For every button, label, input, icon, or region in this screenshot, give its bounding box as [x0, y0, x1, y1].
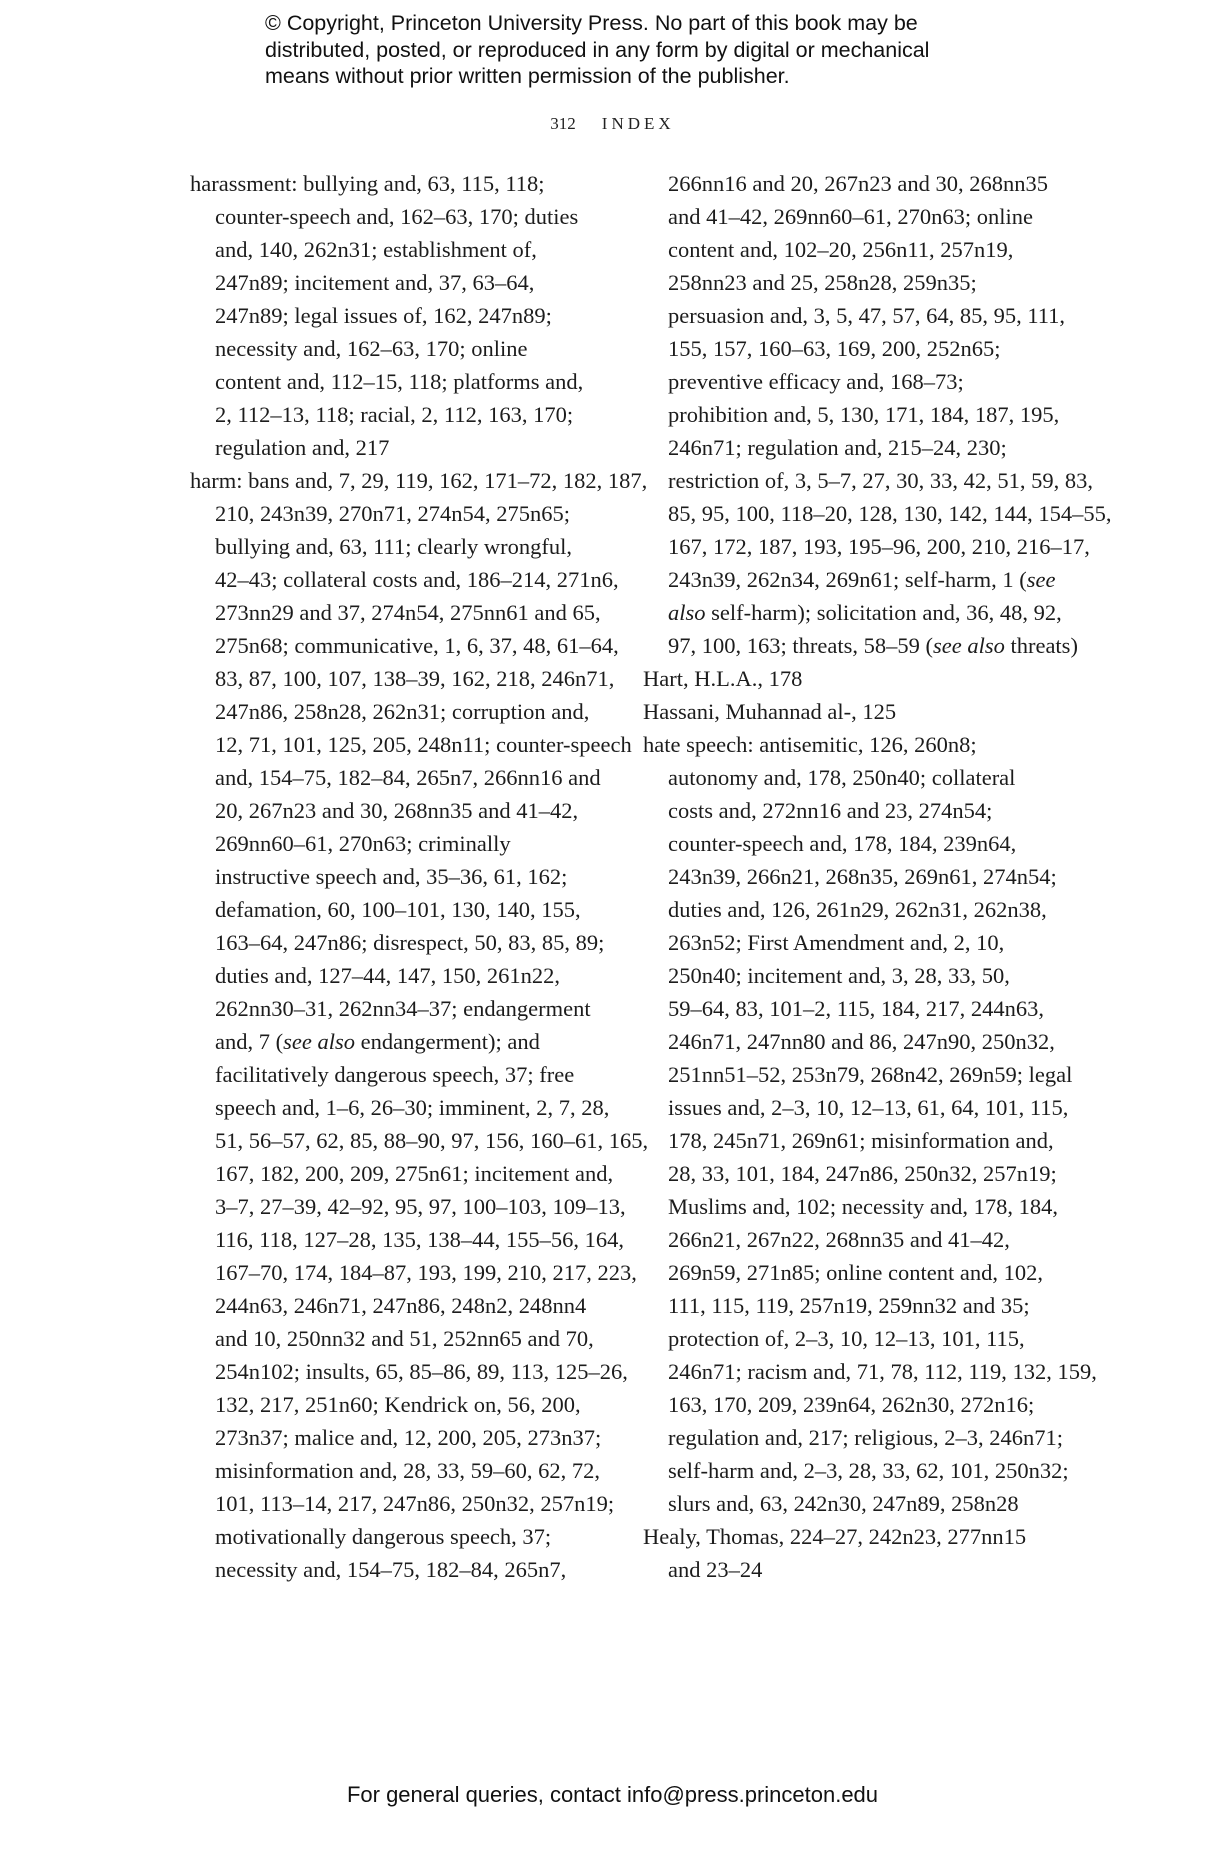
index-entry-continuation: 262nn30–31, 262nn34–37; endangerment [215, 996, 591, 1021]
index-entry-continuation: 51, 56–57, 62, 85, 88–90, 97, 156, 160–61, 165, [215, 1128, 649, 1153]
index-entry-continuation: 243n39, 266n21, 268n35, 269n61, 274n54; [668, 864, 1057, 889]
index-entry-continuation: 42–43; collateral costs and, 186–214, 271n6, [215, 567, 619, 592]
index-entry-continuation: 246n71; regulation and, 215–24, 230; [668, 435, 1007, 460]
index-entry-continuation: motivationally dangerous speech, 37; [215, 1524, 552, 1549]
index-entry: Healy, Thomas, 224–27, 242n23, 277nn15 [643, 1524, 1027, 1549]
index-entry-continuation: protection of, 2–3, 10, 12–13, 101, 115, [668, 1326, 1025, 1351]
index-entry-continuation: 3–7, 27–39, 42–92, 95, 97, 100–103, 109–13, [215, 1194, 626, 1219]
index-entry: harm: bans and, 7, 29, 119, 162, 171–72, 182, 187, [190, 468, 648, 493]
index-entry-continuation: 59–64, 83, 101–2, 115, 184, 217, 244n63, [668, 996, 1045, 1021]
index-entry-continuation: 101, 113–14, 217, 247n86, 250n32, 257n19; [215, 1491, 615, 1516]
index-entry-continuation: and 10, 250nn32 and 51, 252nn65 and 70, [215, 1326, 594, 1351]
index-entry-continuation: facilitatively dangerous speech, 37; free [215, 1062, 575, 1087]
index-entry-continuation: misinformation and, 28, 33, 59–60, 62, 72, [215, 1458, 600, 1483]
index-entry-continuation: necessity and, 162–63, 170; online [215, 336, 528, 361]
footer-contact: For general queries, contact info@press.princeton.edu [346, 1782, 879, 1807]
index-entry-continuation: 155, 157, 160–63, 169, 200, 252n65; [668, 336, 1001, 361]
copyright-notice [265, 10, 985, 90]
index-entry-continuation: regulation and, 217 [215, 435, 390, 460]
index-entry-continuation: defamation, 60, 100–101, 130, 140, 155, [215, 897, 581, 922]
index-entry-continuation: 28, 33, 101, 184, 247n86, 250n32, 257n19; [668, 1161, 1057, 1186]
index-entry-continuation: restriction of, 3, 5–7, 27, 30, 33, 42, 51, 59, 83, [668, 468, 1093, 493]
index-entry-continuation: and, 140, 262n31; establishment of, [215, 237, 537, 262]
index-entry-continuation: 116, 118, 127–28, 135, 138–44, 155–56, 164, [215, 1227, 624, 1252]
index-entry-continuation: 269n59, 271n85; online content and, 102, [668, 1260, 1043, 1285]
index-entry-continuation: 273n37; malice and, 12, 200, 205, 273n37; [215, 1425, 602, 1450]
page-number: 312 [550, 114, 576, 133]
index-entry-continuation: 163, 170, 209, 239n64, 262n30, 272n16; [668, 1392, 1035, 1417]
index-entry-continuation: 251nn51–52, 253n79, 268n42, 269n59; legal [668, 1062, 1073, 1087]
section-title: INDEX [601, 114, 675, 133]
index-entry-continuation: counter-speech and, 162–63, 170; duties [215, 204, 579, 229]
index-entry-continuation: 266nn16 and 20, 267n23 and 30, 268nn35 [668, 171, 1048, 196]
index-entry-continuation: self-harm and, 2–3, 28, 33, 62, 101, 250n32; [668, 1458, 1069, 1483]
index-entry-continuation: autonomy and, 178, 250n40; collateral [668, 765, 1016, 790]
index-entry-continuation: prohibition and, 5, 130, 171, 184, 187, 195, [668, 402, 1060, 427]
index-entry-continuation: bullying and, 63, 111; clearly wrongful, [215, 534, 573, 559]
index-entry-continuation: 266n21, 267n22, 268nn35 and 41–42, [668, 1227, 1010, 1252]
index-entry-continuation: slurs and, 63, 242n30, 247n89, 258n28 [668, 1491, 1019, 1516]
index-entry-continuation: 258nn23 and 25, 258n28, 259n35; [668, 270, 977, 295]
index-entry-continuation: 273nn29 and 37, 274n54, 275nn61 and 65, [215, 600, 601, 625]
index-entry-continuation: costs and, 272nn16 and 23, 274n54; [668, 798, 993, 823]
index-entry-continuation: counter-speech and, 178, 184, 239n64, [668, 831, 1017, 856]
index-entry-continuation: content and, 112–15, 118; platforms and, [215, 369, 584, 394]
index-entry-continuation: 111, 115, 119, 257n19, 259nn32 and 35; [668, 1293, 1030, 1318]
index-entry-continuation: issues and, 2–3, 10, 12–13, 61, 64, 101, 115, [668, 1095, 1069, 1120]
index-entry: harassment: bullying and, 63, 115, 118; [190, 171, 545, 196]
copyright-line: distributed, posted, or reproduced in any form by digital or mechanical [265, 37, 930, 62]
index-entry-continuation: 247n86, 258n28, 262n31; corruption and, [215, 699, 590, 724]
index-entry-continuation: content and, 102–20, 256n11, 257n19, [668, 237, 1014, 262]
index-entry-continuation: speech and, 1–6, 26–30; imminent, 2, 7, 28, [215, 1095, 610, 1120]
index-column-left [190, 167, 648, 1586]
index-entry-continuation: 83, 87, 100, 107, 138–39, 162, 218, 246n71, [215, 666, 615, 691]
index-entry-continuation: 85, 95, 100, 118–20, 128, 130, 142, 144, 154–55, [668, 501, 1112, 526]
index-entry-continuation: 254n102; insults, 65, 85–86, 89, 113, 125–26, [215, 1359, 628, 1384]
index-entry-continuation: 178, 245n71, 269n61; misinformation and, [668, 1128, 1054, 1153]
index-entry-continuation: duties and, 127–44, 147, 150, 261n22, [215, 963, 560, 988]
index-entry-continuation: also self-harm); solicitation and, 36, 48, 92, [668, 600, 1062, 625]
index-entry: Hart, H.L.A., 178 [643, 666, 803, 691]
index-entry-continuation: 275n68; communicative, 1, 6, 37, 48, 61–64, [215, 633, 619, 658]
index-entry: hate speech: antisemitic, 126, 260n8; [643, 732, 977, 757]
index-entry-continuation: 250n40; incitement and, 3, 28, 33, 50, [668, 963, 1010, 988]
index-entry-continuation: 263n52; First Amendment and, 2, 10, [668, 930, 1005, 955]
index-entry-continuation: duties and, 126, 261n29, 262n31, 262n38, [668, 897, 1047, 922]
index-entry-continuation: instructive speech and, 35–36, 61, 162; [215, 864, 568, 889]
index-column-right [643, 167, 1112, 1586]
index-entry-continuation: 132, 217, 251n60; Kendrick on, 56, 200, [215, 1392, 581, 1417]
index-entry-continuation: and 41–42, 269nn60–61, 270n63; online [668, 204, 1033, 229]
index-entry-continuation: 163–64, 247n86; disrespect, 50, 83, 85, 89; [215, 930, 605, 955]
index-entry-continuation: 210, 243n39, 270n71, 274n54, 275n65; [215, 501, 571, 526]
index-entry-continuation: and, 154–75, 182–84, 265n7, 266nn16 and [215, 765, 601, 790]
index-entry-continuation: Muslims and, 102; necessity and, 178, 184, [668, 1194, 1058, 1219]
index-entry-continuation: and, 7 (see also endangerment); and [215, 1029, 540, 1054]
index-entry-continuation: 246n71; racism and, 71, 78, 112, 119, 132, 159, [668, 1359, 1097, 1384]
index-entry-continuation: 97, 100, 163; threats, 58–59 (see also threats) [668, 633, 1078, 658]
index-entry-continuation: 269nn60–61, 270n63; criminally [215, 831, 511, 856]
index-entry-continuation: 247n89; legal issues of, 162, 247n89; [215, 303, 552, 328]
index-entry-continuation: 247n89; incitement and, 37, 63–64, [215, 270, 535, 295]
index-entry-continuation: 167, 172, 187, 193, 195–96, 200, 210, 216–17, [668, 534, 1090, 559]
index-entry-continuation: 12, 71, 101, 125, 205, 248n11; counter-speech [215, 732, 632, 757]
index-entry-continuation: and 23–24 [668, 1557, 763, 1582]
index-entry-continuation: 2, 112–13, 118; racial, 2, 112, 163, 170; [215, 402, 574, 427]
index-entry-continuation: 167–70, 174, 184–87, 193, 199, 210, 217, 223, [215, 1260, 637, 1285]
running-head [0, 114, 1225, 134]
index-entry: Hassani, Muhannad al-, 125 [643, 699, 897, 724]
index-entry-continuation: regulation and, 217; religious, 2–3, 246n71; [668, 1425, 1063, 1450]
index-entry-continuation: 167, 182, 200, 209, 275n61; incitement and, [215, 1161, 614, 1186]
index-entry-continuation: persuasion and, 3, 5, 47, 57, 64, 85, 95, 111, [668, 303, 1066, 328]
index-entry-continuation: 243n39, 262n34, 269n61; self-harm, 1 (see [668, 567, 1056, 592]
index-entry-continuation: 244n63, 246n71, 247n86, 248n2, 248nn4 [215, 1293, 587, 1318]
index-entry-continuation: necessity and, 154–75, 182–84, 265n7, [215, 1557, 567, 1582]
index-entry-continuation: preventive efficacy and, 168–73; [668, 369, 964, 394]
copyright-line: © Copyright, Princeton University Press. No part of this book may be [265, 11, 918, 35]
copyright-line: means without prior written permission of the publisher. [265, 64, 790, 88]
index-entry-continuation: 246n71, 247nn80 and 86, 247n90, 250n32, [668, 1029, 1055, 1054]
index-entry-continuation: 20, 267n23 and 30, 268nn35 and 41–42, [215, 798, 579, 823]
